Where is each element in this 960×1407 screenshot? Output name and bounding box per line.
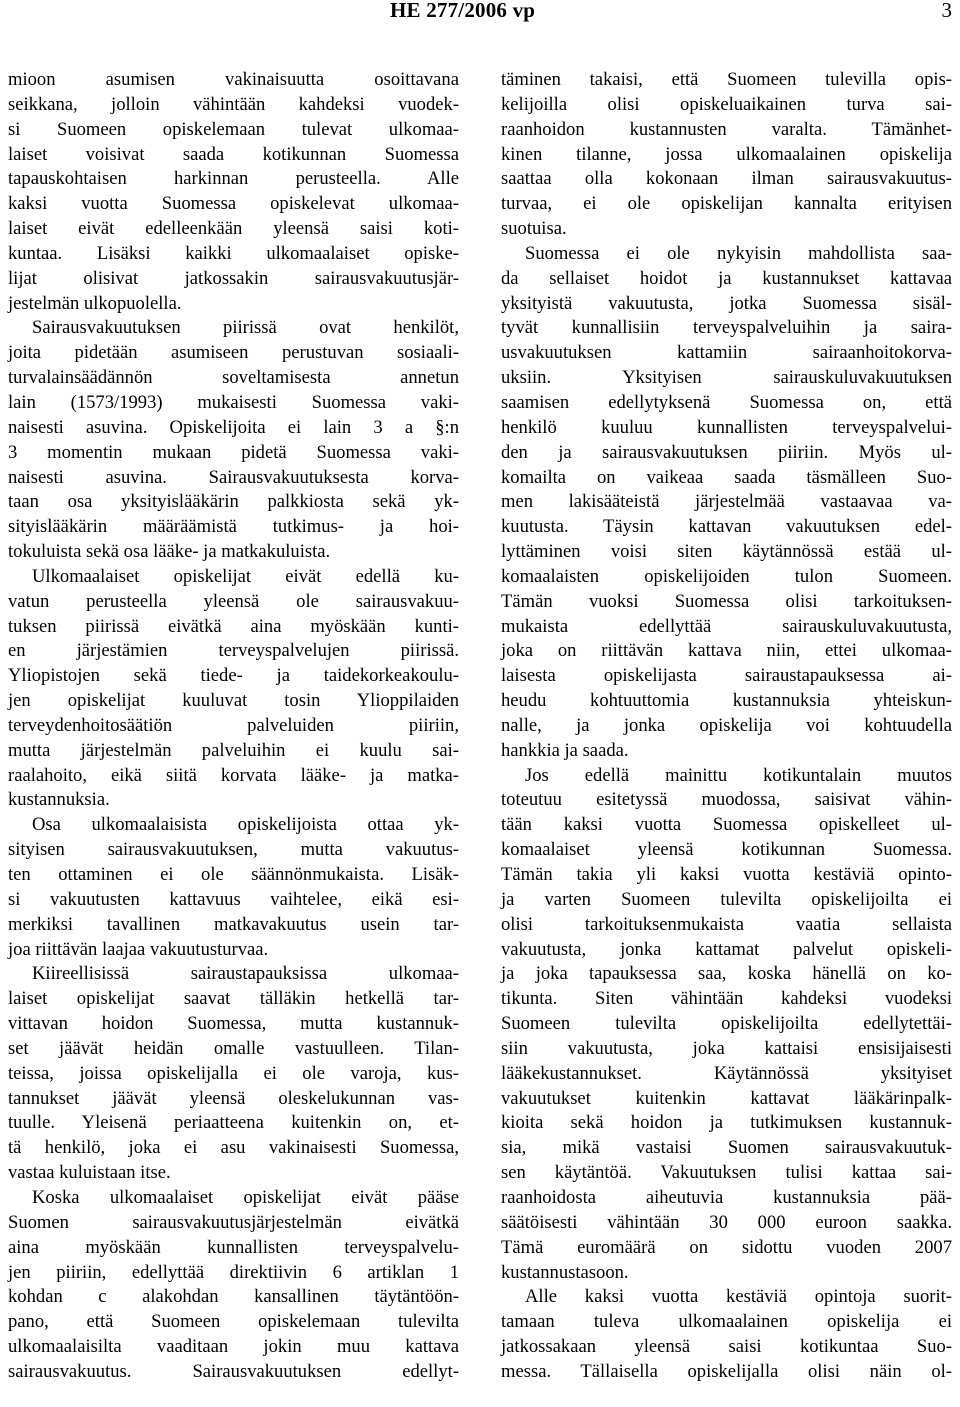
text-line: tamaan tuleva ulkomaalainen opiskelija ei [501,1311,952,1333]
text-line: joa riittävän laajaa vakuutusturvaa. [8,938,269,960]
text-line: Osa ulkomaalaisista opiskelijoista ottaa yk- [32,814,459,836]
text-line: siin vakuutusta, joka kattaisi ensisijaisesti [501,1037,952,1059]
text-line: tään kaksi vuotta Suomessa opiskelleet ul- [501,814,952,836]
text-line: si vakuutusten kattavuus vaihtelee, eikä esi- [8,888,459,910]
text-line: laisesta opiskelijasta sairaustapauksessa ai- [501,665,952,687]
text-line: Suomeen tulevilta opiskelijoilta edellytettäi- [501,1013,952,1035]
text-line: laiset eivät edelleenkään yleensä saisi koti- [8,218,459,240]
text-line: si Suomeen opiskelemaan tulevat ulkomaa- [8,118,459,140]
text-line: usvakuutuksen kattamiin sairaanhoitokorva- [501,342,952,364]
text-line: heudu kohtuuttomia kustannuksia yhteiskun- [501,690,952,712]
page-header [0,0,960,30]
text-line: joka on riittävän kattava niin, ettei ulkomaa- [501,640,952,662]
text-line: kelijoilla olisi opiskeluaikainen turva sai- [501,93,952,115]
text-line: set jäävät heidän omalle vastuulleen. Tilan- [8,1037,459,1059]
document-id: HE 277/2006 vp [390,0,536,22]
text-line: lääkekustannukset. Käytännössä yksityiset [501,1062,952,1084]
text-line: komaalaisten opiskelijoiden tulon Suomeen. [501,565,952,587]
text-line: tannukset jäävät yleensä oleskelukunnan vas- [8,1087,459,1109]
text-line: Yliopistojen sekä tiede- ja taidekorkeakoulu- [8,665,459,687]
text-line: Tämän takia yli kaksi vuotta kestäviä opinto- [501,864,952,885]
text-line: ten ottaminen ei ole säännönmukaista. Lisäk- [8,864,459,885]
text-line: Tämän vuoksi Suomessa olisi tarkoituksen- [501,590,952,612]
text-line: sityisen sairausvakuutuksen, mutta vakuutus- [8,839,459,861]
text-line: 3 momentin mukaan pidetä Suomessa vaki- [8,441,459,463]
text-line: kuutusta. Täysin kattavan vakuutuksen edel- [501,516,952,538]
text-line: en järjestämien terveyspalvelujen piirissä. [8,640,459,662]
text-line: suotuisa. [501,218,567,240]
text-line: vittavan hoidon Suomessa, mutta kustannuk- [8,1013,459,1035]
text-line: laiset opiskelijat saavat tälläkin hetkellä tar- [8,988,459,1010]
text-line: kustannustasoon. [501,1261,629,1283]
text-line: ulkomaalaisilta vaaditaan jokin muu kattava [8,1336,459,1358]
text-line: nalle, ja jonka opiskelija voi kohtuudella [501,714,952,736]
text-line: lyttäminen voisi siten käytännössä estää ul- [501,541,952,563]
text-line: kaksi vuotta Suomessa opiskelevat ulkomaa- [8,193,459,215]
text-line: Suomessa ei ole nykyisin mahdollista saa- [525,242,952,264]
text-line: den ja sairausvakuutuksen piiriin. Myös ul- [501,441,952,463]
text-line: Alle kaksi vuotta kestäviä opintoja suorit- [525,1286,952,1308]
text-line: da sellaiset hoidot ja kustannukset kattavaa [501,267,952,289]
text-line: laiset voisivat saada kotikunnan Suomessa [8,143,459,165]
text-line: ja varten Suomeen tulevilta opiskelijoilta ei [501,888,952,910]
text-line: aina myöskään kunnallisten terveyspalvelu- [8,1236,459,1258]
text-line: toteutuu esitetyssä muodossa, saisivat vähin- [501,789,952,811]
text-line: sairausvakuutus. Sairausvakuutuksen edellyt- [8,1360,459,1382]
text-line: lijat olisivat jatkossakin sairausvakuutusjär- [8,267,459,289]
text-line: komaalaiset yleensä kotikunnan Suomessa. [501,839,952,861]
text-line: vastaa kuluistaan itse. [8,1162,171,1184]
text-line: tuksen piirissä eivätkä aina myöskään kunti- [8,615,459,637]
text-line: joita pidetään asumiseen perustuvan sosiaali- [8,342,459,364]
text-line: mioon asumisen vakinaisuutta osoittavana [8,69,459,90]
text-line: seikkana, jolloin vähintään kahdeksi vuodek- [8,93,459,115]
text-line: sia, mikä vastaisi Suomen sairausvakuutuk- [501,1137,952,1159]
text-line: turvalainsäädännön soveltamisesta annetun [8,367,459,389]
text-line: naisesti asuvina. Sairausvakuutuksesta korva- [8,466,459,488]
text-line: Tämä euromäärä on sidottu vuoden 2007 [501,1236,952,1258]
text-line: tä henkilö, joka ei asu vakinaisesti Suomessa, [8,1137,459,1159]
text-line: tikunta. Siten vähintään kahdeksi vuodeksi [501,988,952,1010]
text-line: hankkia ja saada. [501,739,629,761]
text-line: mutta järjestelmän palveluihin ei kuulu sai- [8,739,459,761]
text-line: uksiin. Yksityisen sairauskuluvakuutuksen [501,367,952,389]
page-number: 3 [941,0,952,22]
text-line: lain (1573/1993) mukaisesti Suomessa vaki- [8,391,459,413]
right-text-column [501,68,952,1385]
text-line: men lakisääteistä järjestelmää vastaavaa va- [501,491,952,513]
text-line: kuntaa. Lisäksi kaikki ulkomaalaiset opiske- [8,242,459,264]
text-line: ja joka tapauksessa saa, koska hänellä on ko- [501,963,952,985]
text-line: tyvät kunnallisiin terveyspalveluihin ja saira- [501,317,952,339]
text-line: turvaa, ei ole opiskelijan kannalta erityisen [501,193,952,215]
text-line: vakuutukset kuitenkin kattavat lääkärinpalk- [501,1087,952,1109]
text-line: tapauskohtaisen harkinnan perusteella. Alle [8,168,459,190]
text-line: säätöisesti vähintään 30 000 euroon saakka. [501,1211,952,1233]
text-line: henkilö kuuluu kunnallisten terveyspalvelui- [501,416,952,438]
text-line: jen opiskelijat kuuluvat tosin Ylioppilaiden [8,690,459,712]
text-line: raalahoito, eikä siitä korvata lääke- ja matka- [8,764,459,786]
text-line: vakuutusta, jonka kattamat palvelut opiskeli- [501,938,952,960]
text-line: terveydenhoitosäätiön palveluiden piiriin, [8,714,459,736]
text-line: taan osa yksityislääkärin palkkiosta sekä yk- [8,491,459,513]
text-line: saamisen edellytyksenä Suomessa on, että [501,391,952,413]
text-line: Koska ulkomaalaiset opiskelijat eivät pääse [32,1186,459,1208]
text-line: komailta on vaikeaa saada täsmälleen Suo- [501,466,952,488]
text-line: messa. Tällaisella opiskelijalla olisi näin ol- [501,1360,952,1382]
text-line: tuulle. Yleisenä periaatteena kuitenkin on, et- [8,1112,459,1134]
text-line: merkiksi tavallinen matkavakuutus usein tar- [8,913,459,935]
text-line: raanhoidon kustannusten varalta. Tämänhet- [501,118,952,140]
text-line: mukaista edellyttää sairauskuluvakuutusta, [501,615,952,637]
text-line: vatun perusteella yleensä ole sairausvakuu- [8,590,459,612]
text-line: jestelmän ulkopuolella. [8,292,182,314]
text-line: pano, että Suomeen opiskelemaan tulevilta [8,1311,459,1333]
left-text-column [8,68,459,1385]
text-line: Jos edellä mainittu kotikuntalain muutos [525,764,952,786]
text-line: Kiireellisissä sairaustapauksissa ulkomaa- [32,963,459,985]
text-line: olisi tarkoituksenmukaista vaatia sellaista [501,913,952,935]
text-line: Ulkomaalaiset opiskelijat eivät edellä ku- [32,565,459,587]
text-line: Sairausvakuutuksen piirissä ovat henkilöt, [32,317,459,339]
text-line: naisesti asuvina. Opiskelijoita ei lain 3 a §:n [8,416,459,438]
text-line: kohdan c alakohdan kansallinen täytäntöön- [8,1286,459,1308]
text-line: teissa, joissa opiskelijalla ei ole varoja, kus- [8,1062,459,1084]
text-line: kioita sekä hoidon ja tutkimuksen kustannuk- [501,1112,952,1134]
text-line: raanhoidosta aiheutuvia kustannuksia pää- [501,1186,952,1208]
text-line: jen piiriin, edellyttää direktiivin 6 artiklan 1 [8,1261,459,1283]
text-line: jatkossakaan yleensä saisi kotikuntaa Suo- [501,1336,952,1358]
text-line: sen käytäntöä. Vakuutuksen tulisi kattaa sai- [501,1162,952,1184]
text-line: sityislääkärin määräämistä tutkimus- ja hoi- [8,516,459,538]
text-line: kinen tilanne, jossa ulkomaalainen opiskelija [501,143,952,165]
text-line: yksityistä vakuutusta, jotka Suomessa sisäl- [501,292,952,314]
text-line: kustannuksia. [8,789,110,811]
text-line: tokuluista sekä osa lääke- ja matkakuluista. [8,541,331,563]
text-line: saattaa olla kokonaan ilman sairausvakuutus- [501,168,952,190]
text-line: Suomen sairausvakuutusjärjestelmän eivätkä [8,1211,459,1233]
text-line: täminen takaisi, että Suomeen tulevilla opis- [501,69,952,90]
